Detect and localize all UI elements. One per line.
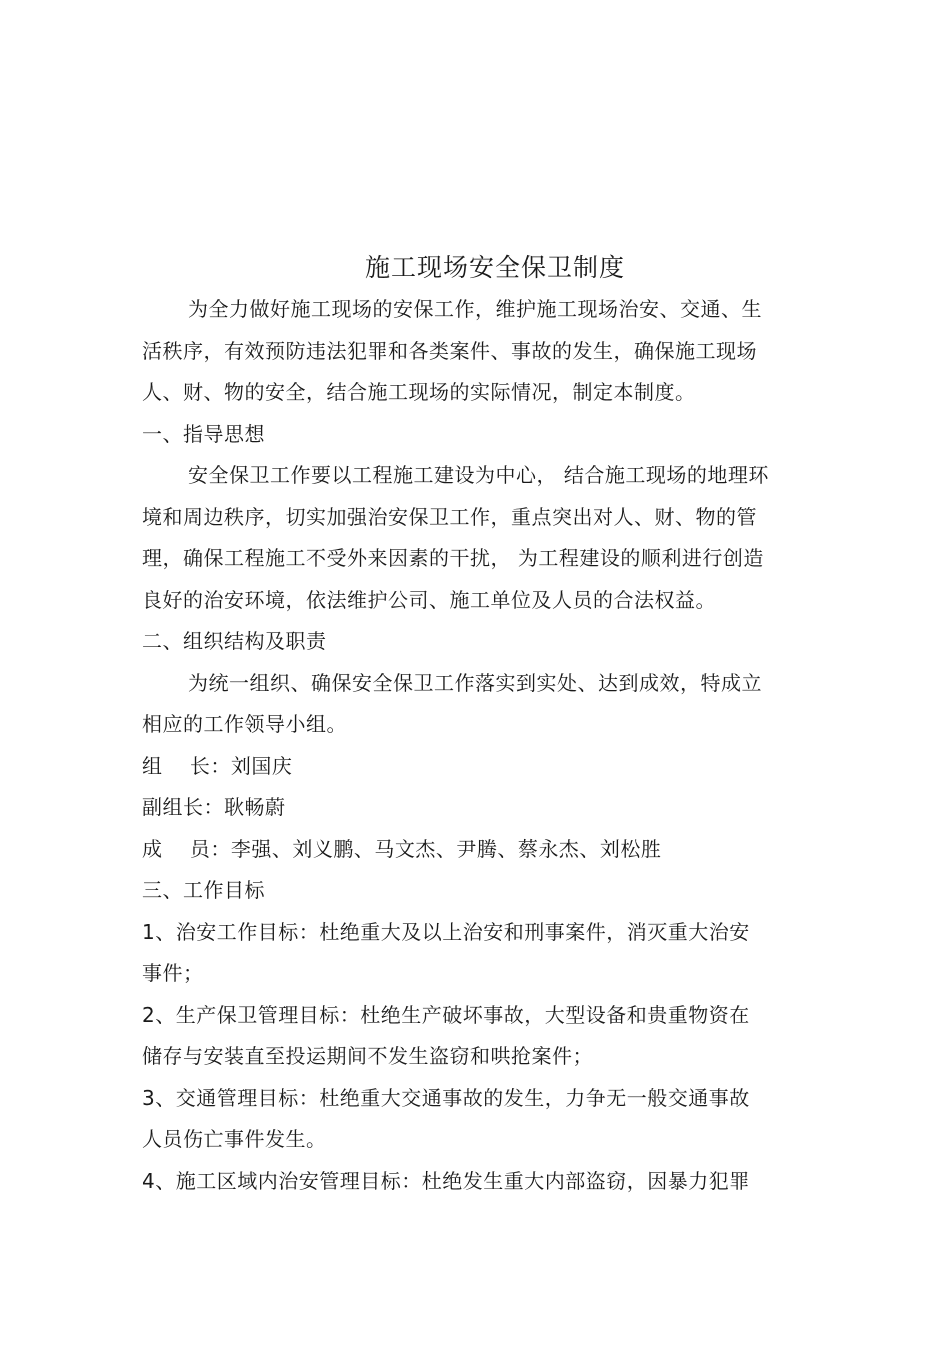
section2-line-1: 为统一组织、确保安全保卫工作落实到实处、达到成效，特成立 [188,671,762,695]
goal-line-1: 1、治安工作目标：杜绝重大及以上治安和刑事案件，消灭重大治安 [142,920,750,944]
intro-line-1: 为全力做好施工现场的安保工作，维护施工现场治安、交通、生 [188,297,762,321]
goal-line-5: 3、交通管理目标：杜绝重大交通事故的发生，力争无一般交通事故 [142,1086,750,1110]
section1-line-4: 良好的治安环境，依法维护公司、施工单位及人员的合法权益。 [142,588,716,612]
intro-line-3: 人、财、物的安全，结合施工现场的实际情况，制定本制度。 [142,380,696,404]
section2-line-2: 相应的工作领导小组。 [142,712,347,736]
team-members: 成 员：李强、刘义鹏、马文杰、尹腾、蔡永杰、刘松胜 [142,837,662,861]
goal-line-7: 4、施工区域内治安管理目标：杜绝发生重大内部盗窃，因暴力犯罪 [142,1169,750,1193]
section1-heading: 一、指导思想 [142,422,265,446]
intro-line-2: 活秩序，有效预防违法犯罪和各类案件、事故的发生，确保施工现场 [142,339,757,363]
section1-line-2: 境和周边秩序，切实加强治安保卫工作，重点突出对人、财、物的管 [142,505,757,529]
team-deputy: 副组长：耿畅蔚 [142,795,286,819]
goal-line-4: 储存与安装直至投运期间不发生盗窃和哄抢案件； [142,1044,593,1068]
team-leader: 组 长：刘国庆 [142,754,293,778]
goal-line-2: 事件； [142,961,204,985]
section1-line-1: 安全保卫工作要以工程施工建设为中心， 结合施工现场的地理环 [188,463,769,487]
section2-heading: 二、组织结构及职责 [142,629,327,653]
goal-line-3: 2、生产保卫管理目标：杜绝生产破坏事故，大型设备和贵重物资在 [142,1003,750,1027]
document-title: 施工现场安全保卫制度 [364,253,625,282]
section1-line-3: 理，确保工程施工不受外来因素的干扰， 为工程建设的顺利进行创造 [142,546,764,570]
section3-heading: 三、工作目标 [142,878,265,902]
goal-line-6: 人员伤亡事件发生。 [142,1127,327,1151]
